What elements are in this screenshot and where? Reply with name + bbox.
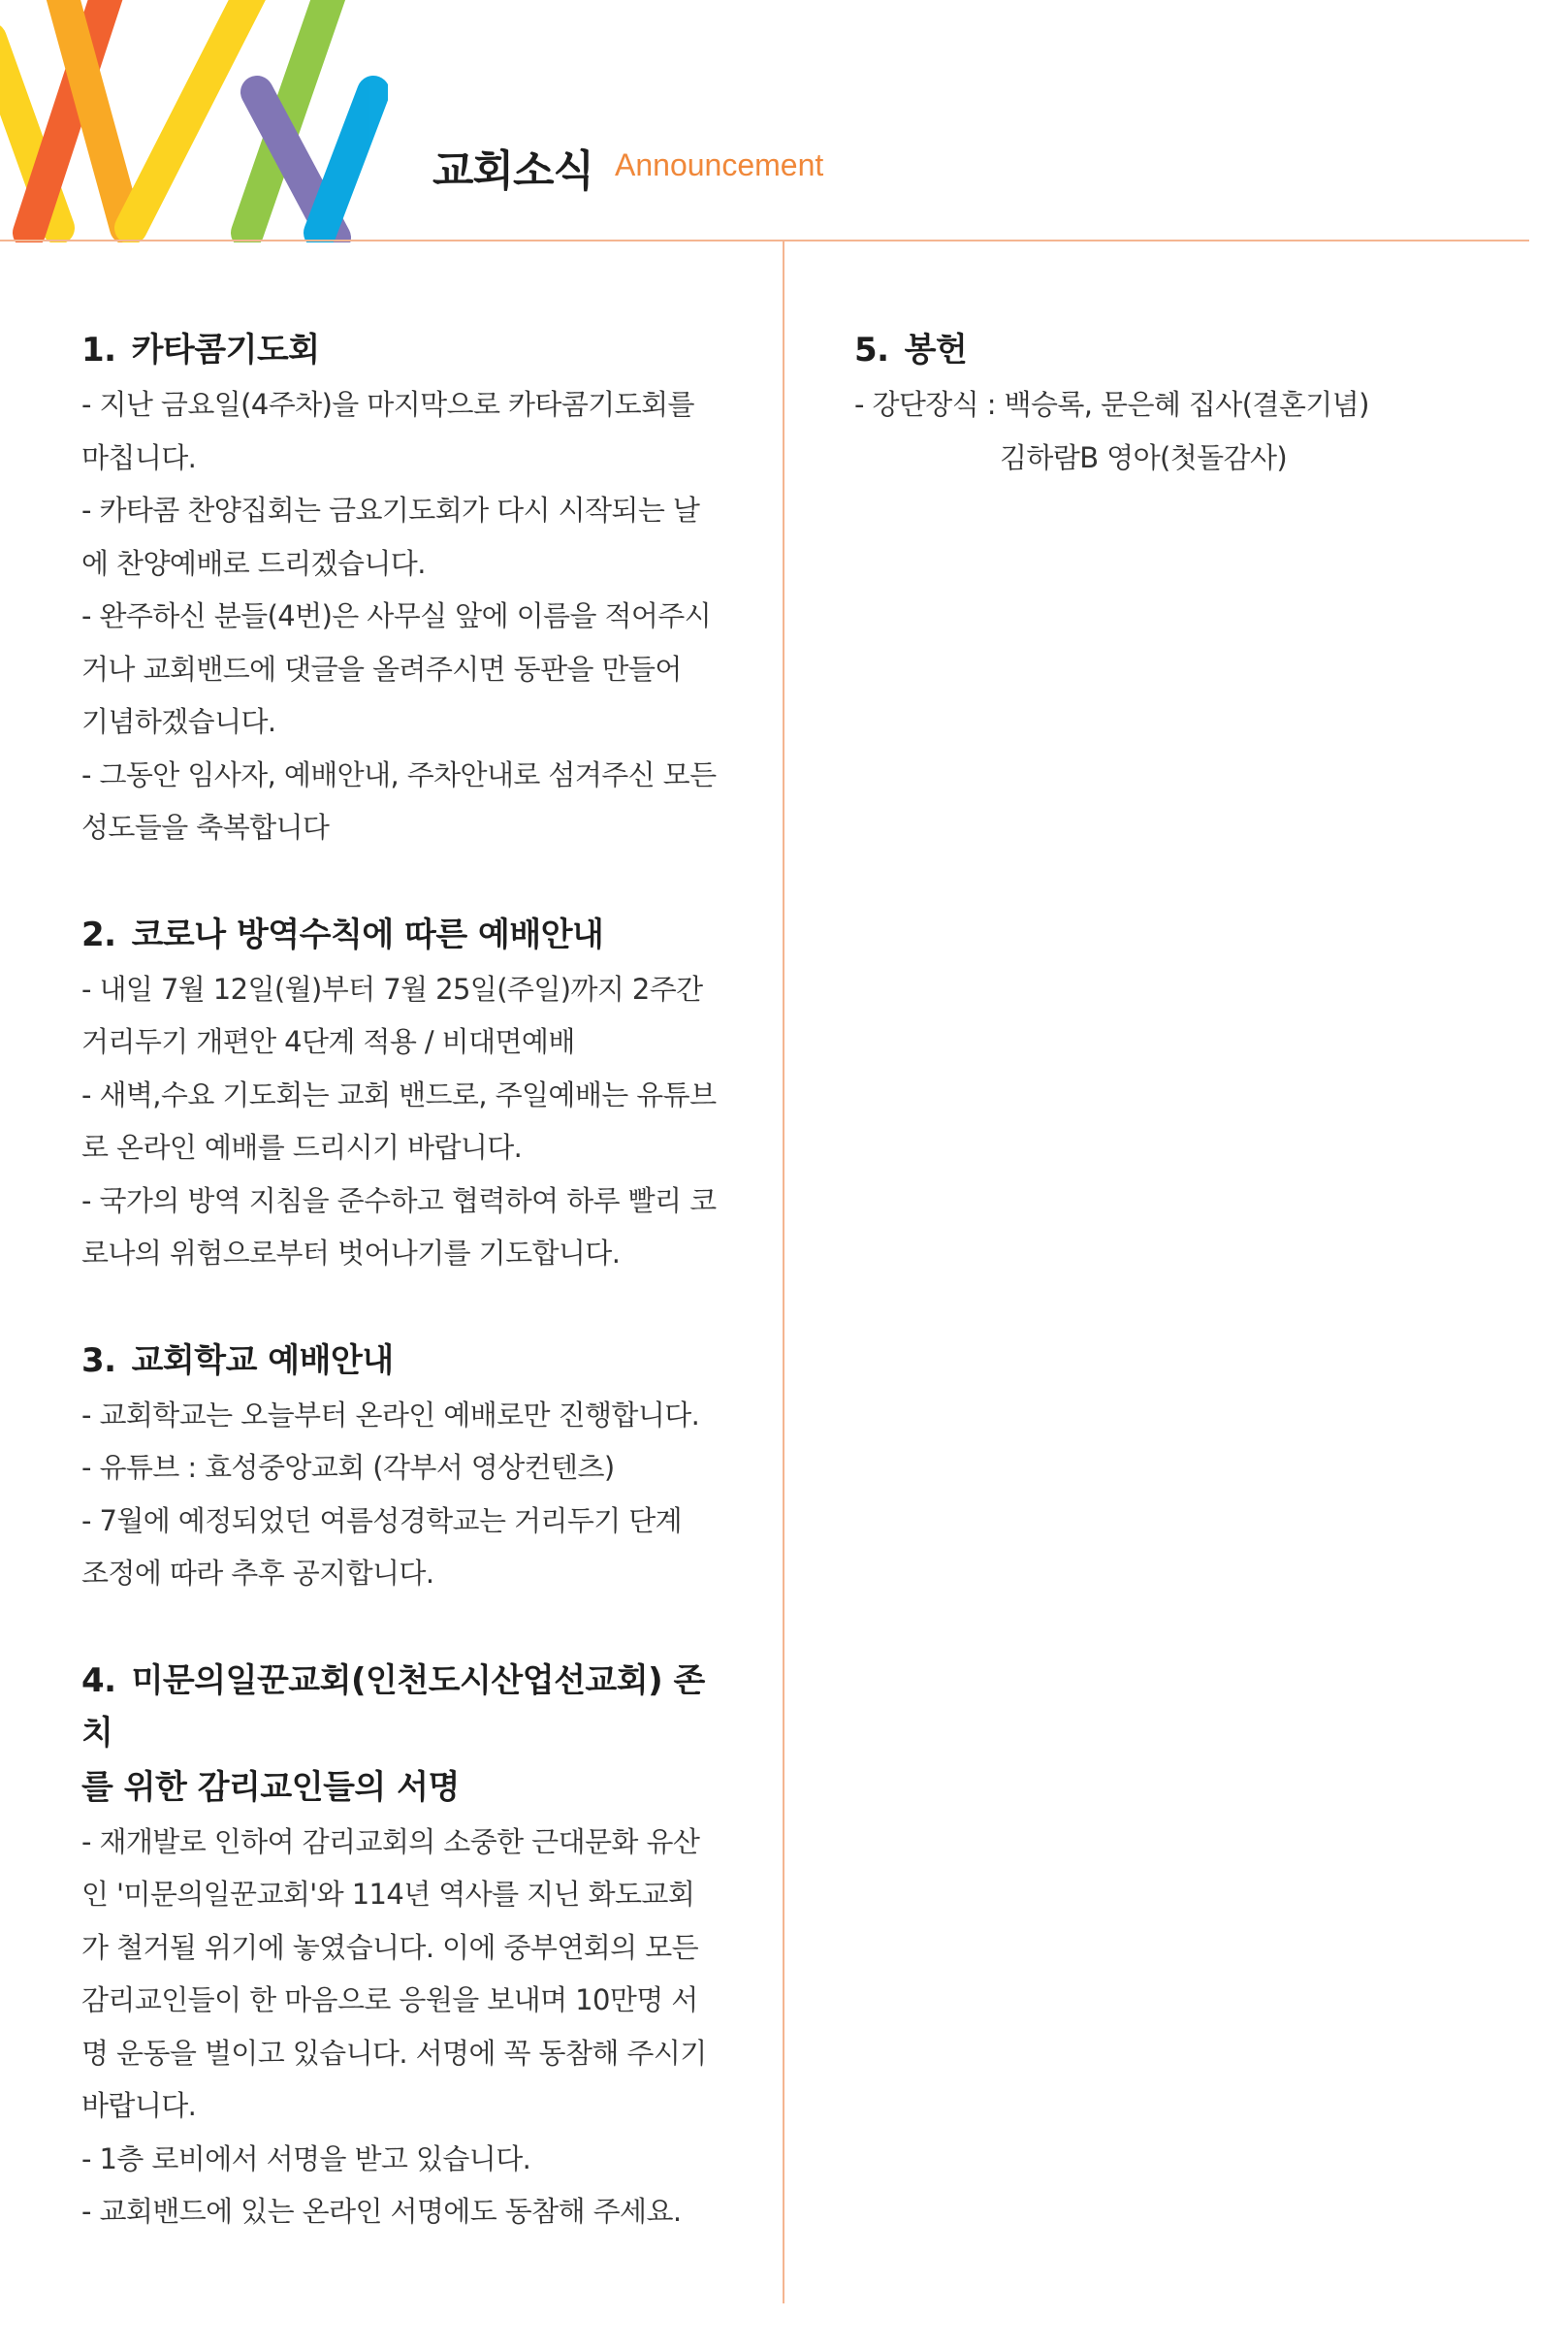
logo-stripe-blue xyxy=(320,92,373,233)
section-line: 감리교인들이 한 마음으로 응원을 보내며 10만명 서 xyxy=(81,1983,698,2016)
section-line: - 강단장식 : 백승록, 문은혜 집사(결혼기념) xyxy=(854,388,1369,421)
section-line: - 완주하신 분들(4번)은 사무실 앞에 이름을 적어주시 xyxy=(81,599,712,632)
section xyxy=(81,1655,723,2238)
logo-stripe-yellow xyxy=(131,0,257,228)
section-title-text: 코로나 방역수칙에 따른 예배안내 xyxy=(131,915,604,954)
section-line: 김하람B 영아(첫돌감사) xyxy=(1000,440,1288,474)
right-column xyxy=(854,324,1475,538)
logo-stripes xyxy=(0,0,388,242)
section-line: - 1층 로비에서 서명을 받고 있습니다. xyxy=(81,2141,531,2175)
section xyxy=(81,1335,723,1600)
section-line: - 7월에 예정되었던 여름성경학교는 거리두기 단계 xyxy=(81,1503,683,1537)
section-line: 에 찬양예배로 드리겠습니다. xyxy=(81,546,426,580)
section-line: 마칩니다. xyxy=(81,440,197,474)
section-line: - 국가의 방역 지침을 준수하고 협력하여 하루 빨리 코 xyxy=(81,1183,717,1217)
section-line: 명 운동을 벌이고 있습니다. 서명에 꼭 동참해 주시기 xyxy=(81,2036,707,2070)
section-title-text: 카타콤기도회 xyxy=(131,331,320,370)
section-title xyxy=(854,324,1475,376)
section-line: - 카타콤 찬양집회는 금요기도회가 다시 시작되는 날 xyxy=(81,494,700,527)
section xyxy=(81,324,723,854)
section xyxy=(81,909,723,1280)
section-title xyxy=(81,1335,723,1387)
section-line: - 교회학교는 오늘부터 온라인 예배로만 진행합니다. xyxy=(81,1398,700,1432)
section-line: 성도들을 축복합니다 xyxy=(81,811,330,844)
section-title xyxy=(81,909,723,961)
section-line: 로 온라인 예배를 드리시기 바랍니다. xyxy=(81,1131,523,1164)
section-number: 1. xyxy=(81,331,116,370)
section-title xyxy=(81,1655,723,1759)
section-line: - 새벽,수요 기도회는 교회 밴드로, 주일예배는 유튜브 xyxy=(81,1078,717,1111)
page-subtitle: Announcement xyxy=(615,147,824,182)
section-line: - 내일 7월 12일(월)부터 7월 25일(주일)까지 2주간 xyxy=(81,972,703,1006)
column-divider xyxy=(783,241,784,2303)
section-line: - 그동안 임사자, 예배안내, 주차안내로 섬겨주신 모든 xyxy=(81,757,717,791)
section-line: - 재개발로 인하여 감리교회의 소중한 근대문화 유산 xyxy=(81,1824,700,1858)
section-line: 가 철거될 위기에 놓였습니다. 이에 중부연회의 모든 xyxy=(81,1930,699,1964)
section-title-text: 미문의일꾼교회(인천도시산업선교회) 존치 xyxy=(81,1660,705,1753)
section-line: 조정에 따라 추후 공지합니다. xyxy=(81,1557,434,1590)
section-number: 5. xyxy=(854,331,889,370)
section-number: 2. xyxy=(81,915,116,954)
section-title-text: 봉헌 xyxy=(904,331,968,370)
section-line: - 지난 금요일(4주차)을 마지막으로 카타콤기도회를 xyxy=(81,388,694,421)
section-line: 거리두기 개편안 4단계 적용 / 비대면예배 xyxy=(81,1025,575,1058)
section-line: - 교회밴드에 있는 온라인 서명에도 동참해 주세요. xyxy=(81,2195,682,2228)
section-line: 바랍니다. xyxy=(81,2089,197,2122)
header-divider xyxy=(0,240,1529,241)
section-title-continued: 를 위한 감리교인들의 서명 xyxy=(81,1767,460,1807)
section-line: 로나의 위험으로부터 벗어나기를 기도합니다. xyxy=(81,1237,621,1270)
section-title xyxy=(81,324,723,376)
section-number: 4. xyxy=(81,1660,116,1700)
section-line: - 유튜브 : 효성중앙교회 (각부서 영상컨텐츠) xyxy=(81,1451,615,1484)
left-column xyxy=(81,324,723,2293)
section-title-text: 교회학교 예배안내 xyxy=(131,1340,394,1380)
section-offering xyxy=(854,324,1475,484)
section-number: 3. xyxy=(81,1340,116,1380)
section-line: 거나 교회밴드에 댓글을 올려주시면 동판을 만들어 xyxy=(81,652,682,686)
section-line: 기념하겠습니다. xyxy=(81,705,276,738)
section-line: 인 '미문의일꾼교회'와 114년 역사를 지닌 화도교회 xyxy=(81,1878,695,1911)
page-title: 교회소식 xyxy=(432,146,594,196)
